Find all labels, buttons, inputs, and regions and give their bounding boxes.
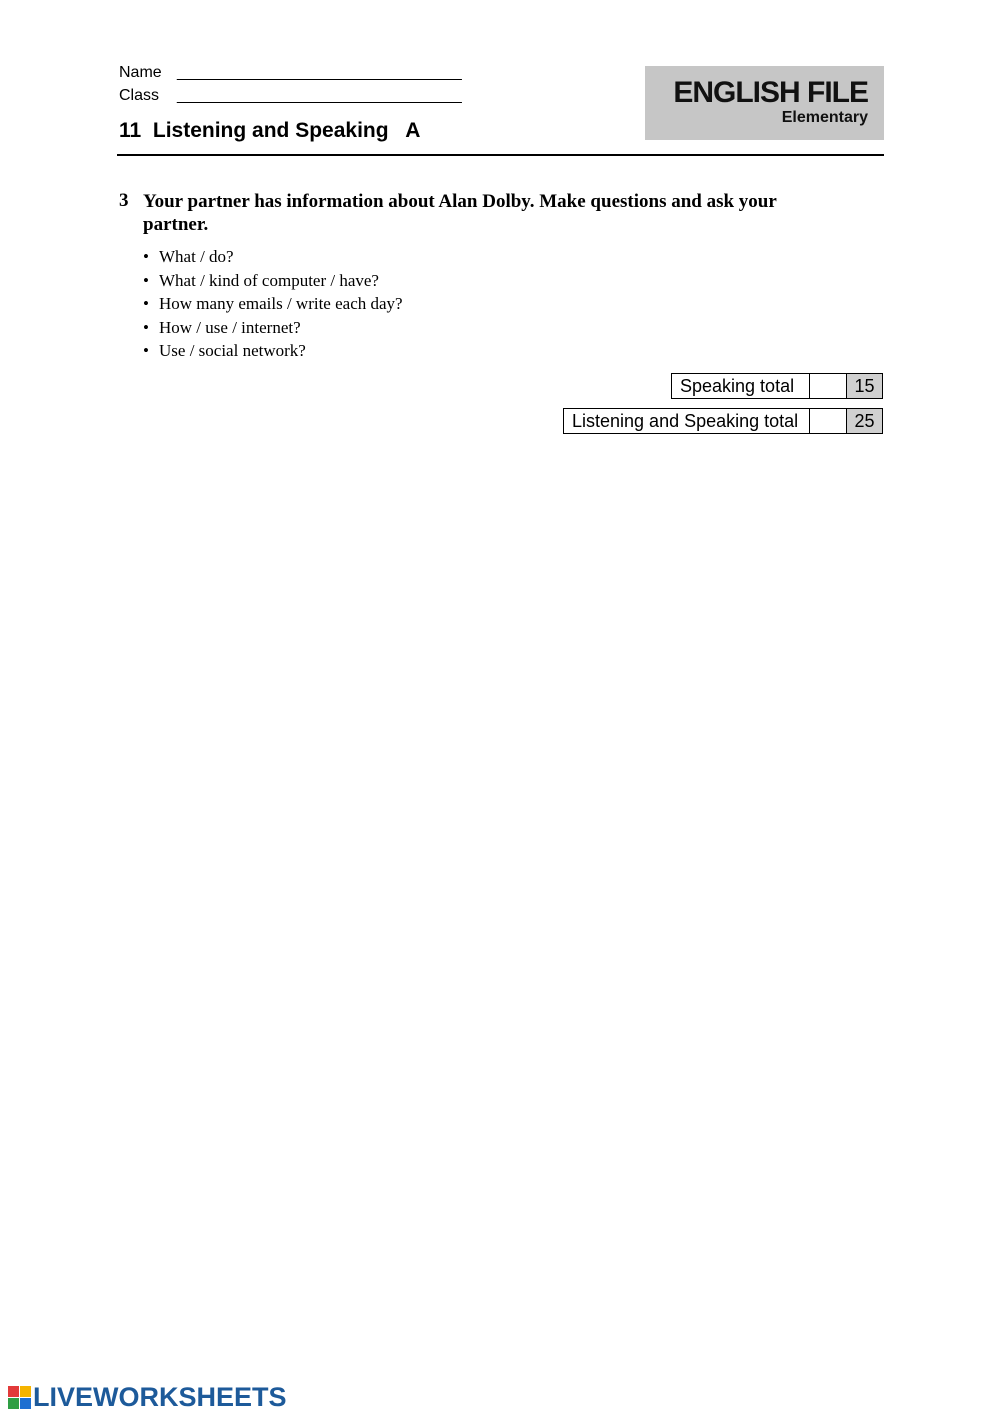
bullet-icon: • — [143, 270, 149, 290]
question-number: 3 — [119, 190, 129, 211]
listening-speaking-score-input[interactable] — [810, 408, 847, 434]
question-text: Your partner has information about Alan Dolby. Make questions and ask your partner. — [143, 191, 777, 235]
bullet-icon: • — [143, 341, 149, 361]
listening-speaking-total-label: Listening and Speaking total — [563, 408, 810, 434]
speaking-total-label: Speaking total — [671, 373, 810, 399]
listening-speaking-total-row — [563, 408, 883, 434]
bullet-icon: • — [143, 294, 149, 314]
brand-subtitle: Elementary — [781, 109, 868, 126]
list-item — [143, 316, 403, 340]
logo-block — [20, 1386, 31, 1397]
list-item-text: Use / social network? — [159, 341, 306, 361]
list-item — [143, 269, 403, 293]
class-label: Class — [119, 87, 160, 104]
name-field[interactable]: ________________________________ — [177, 64, 462, 81]
list-item-text: How many emails / write each day? — [159, 294, 403, 314]
page-title: 11 Listening and Speaking A — [119, 119, 421, 142]
logo-block — [8, 1386, 19, 1397]
listening-speaking-max-score: 25 — [847, 408, 883, 434]
logo-block — [20, 1398, 31, 1409]
brand-logo — [645, 66, 884, 140]
logo-blocks-icon — [8, 1386, 31, 1409]
logo-block — [8, 1398, 19, 1409]
list-item-text: What / kind of computer / have? — [159, 270, 379, 290]
liveworksheets-logo[interactable] — [8, 1382, 287, 1413]
speaking-total-row — [671, 373, 883, 399]
question-bullet-list — [143, 245, 403, 363]
list-item — [143, 292, 403, 316]
speaking-score-input[interactable] — [810, 373, 847, 399]
speaking-max-score: 15 — [847, 373, 883, 399]
brand-title: ENGLISH FILE — [673, 76, 868, 109]
list-item-text: How / use / internet? — [159, 317, 301, 337]
bullet-icon: • — [143, 317, 149, 337]
class-field[interactable]: ________________________________ — [177, 87, 462, 104]
logo-text: LIVEWORKSHEETS — [33, 1382, 287, 1412]
name-label: Name — [119, 64, 162, 81]
list-item — [143, 339, 403, 363]
list-item — [143, 245, 403, 269]
header-divider — [117, 154, 884, 156]
list-item-text: What / do? — [159, 247, 234, 266]
bullet-icon: • — [143, 247, 149, 266]
